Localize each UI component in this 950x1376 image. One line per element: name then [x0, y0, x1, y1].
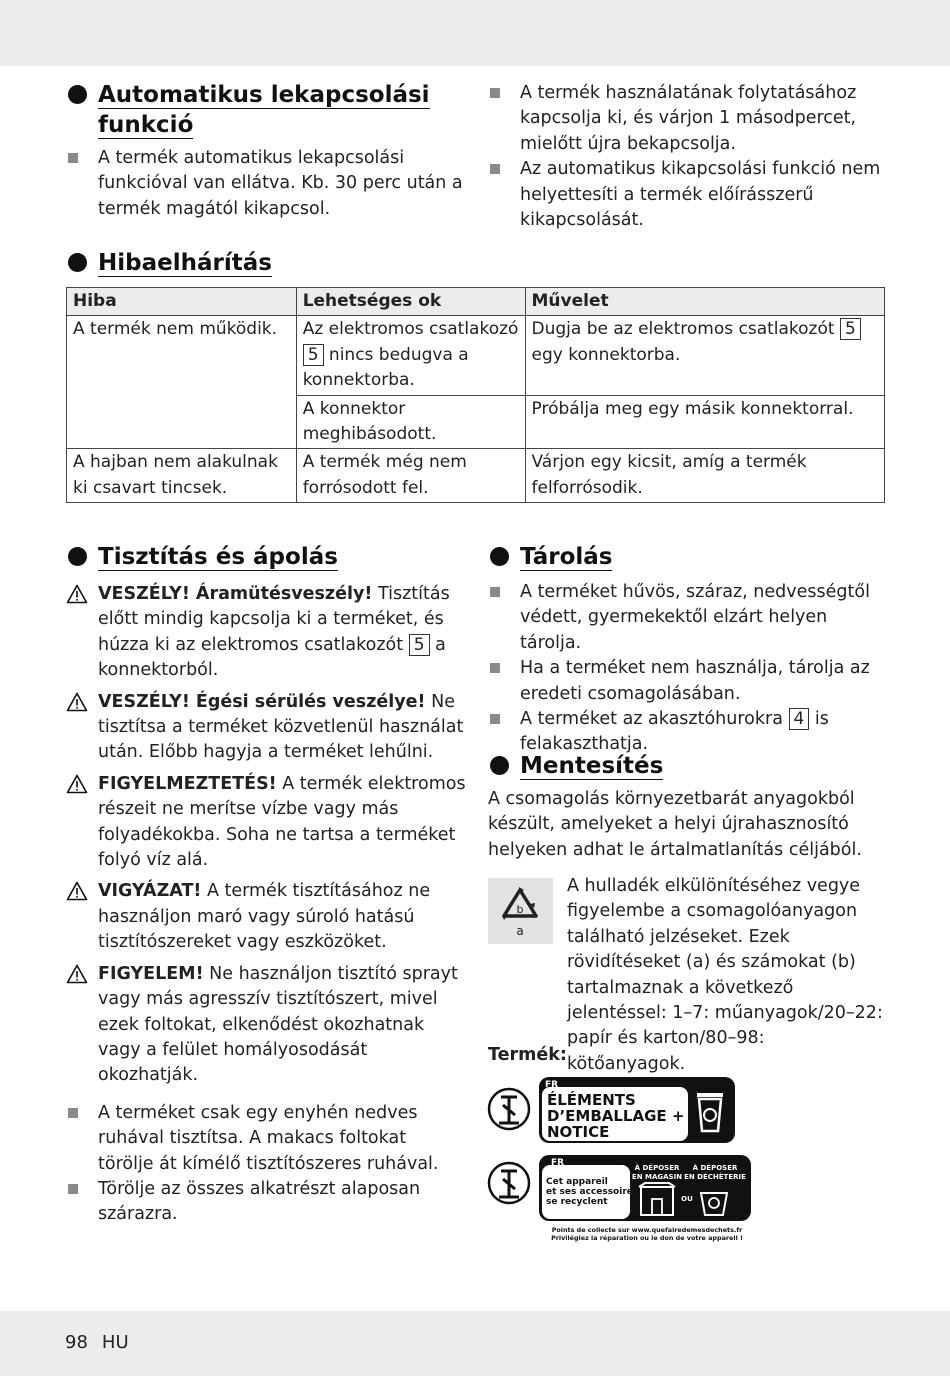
table-cell: [525, 395, 885, 449]
warning-triangle-icon: [66, 881, 88, 901]
square-bullet-icon: [490, 88, 500, 98]
logo-text: OU: [681, 1195, 693, 1203]
warning-block: [66, 582, 466, 684]
bullet-dot-icon: [68, 547, 87, 566]
warning-text: A termék tisztításához ne használjon maró vagy súroló hatású tisztítószereket vagy eszközöket.: [98, 881, 431, 953]
cell-text: A termék még nem forrósodott fel.: [302, 452, 467, 498]
heading-line: Automatikus lekapcsolási: [98, 82, 430, 108]
table-cell: [296, 395, 525, 449]
logo-text: EN MAGASIN: [631, 1173, 683, 1181]
logo-text: EN DÉCHÈTERIE: [684, 1173, 746, 1181]
table-cell: [525, 449, 885, 503]
recycling-symbol-box: [488, 878, 553, 944]
triman-packaging-logo: [487, 1075, 739, 1147]
warning-label: VESZÉLY! Áramütésveszély!: [98, 584, 373, 604]
table-cell: [296, 449, 525, 503]
warning-label: VESZÉLY! Égési sérülés veszélye!: [98, 691, 426, 712]
disposal-heading: [488, 751, 888, 781]
logo-fr-label: FR: [545, 1080, 559, 1090]
warning-block: [66, 690, 466, 766]
list-item-text: Az automatikus kikapcsolási funkció nem helyettesíti a termék előírásszerű kikapcsolását.: [520, 159, 881, 231]
cell-text: A konnektor meghibásodott.: [302, 398, 437, 445]
list-item: [488, 580, 888, 656]
square-bullet-icon: [490, 714, 500, 724]
warning-triangle-icon: [66, 774, 88, 794]
logo-text: D’EMBALLAGE +: [547, 1107, 685, 1125]
cleaning-heading: [66, 542, 466, 572]
table-cell: [296, 316, 525, 395]
storage-section: [488, 542, 888, 758]
recycle-b-label: b: [516, 903, 524, 916]
heading-text: Hibaelhárítás: [98, 250, 272, 276]
table-cell: [525, 316, 885, 395]
logo-text: À DÉPOSER: [634, 1164, 680, 1172]
part-reference-box: 5: [303, 344, 324, 366]
column-header: Lehetséges ok: [296, 288, 525, 316]
part-reference-box: 4: [789, 708, 810, 730]
square-bullet-icon: [490, 663, 500, 673]
triman-person-icon: [499, 1097, 519, 1123]
square-bullet-icon: [490, 164, 500, 174]
bullet-dot-icon: [490, 547, 509, 566]
warning-text: Tisztítás előtt mindig kapcsolja ki a terméket, és húzza ki az elektromos csatlakozót: [98, 584, 450, 655]
list-item: [66, 146, 466, 222]
square-bullet-icon: [68, 1184, 78, 1194]
bullet-dot-icon: [490, 756, 509, 775]
part-reference-box: 5: [409, 634, 430, 656]
table-row: [67, 449, 885, 503]
product-label: Termék:: [488, 1045, 567, 1065]
cleaning-section: [66, 542, 466, 1228]
disposal-section: [488, 751, 888, 863]
auto-off-heading: [66, 80, 466, 140]
warning-block: [66, 962, 466, 1089]
auto-off-section-cont: [488, 81, 888, 233]
heading-text: Tisztítás és ápolás: [98, 544, 338, 570]
heading-text: Tárolás: [520, 544, 613, 570]
square-bullet-icon: [68, 1108, 78, 1118]
table-cell: [67, 316, 297, 449]
logo-text: se recyclent: [546, 1197, 608, 1207]
page-footer: [65, 1332, 143, 1353]
page-number: 98: [65, 1332, 88, 1353]
recycling-triangle-icon: [488, 878, 553, 944]
top-band: [0, 0, 950, 66]
cell-text: Dugja be az elektromos csatlakozót: [531, 319, 835, 340]
logo-fr-label: FR: [551, 1158, 565, 1168]
heading-line: funkció: [98, 112, 194, 138]
cell-text: egy konnektorba.: [531, 344, 681, 365]
troubleshooting-heading: [66, 248, 466, 278]
square-bullet-icon: [68, 153, 78, 163]
list-item: [488, 81, 888, 157]
troubleshooting-table: [66, 287, 885, 503]
bullet-dot-icon: [68, 253, 87, 272]
table-header-row: [67, 288, 885, 316]
cell-text: A termék nem működik.: [73, 319, 278, 340]
cell-text: nincs bedugva a konnektorba.: [302, 344, 469, 391]
part-reference-box: 5: [840, 318, 861, 340]
list-item-text: A terméket hűvös, száraz, nedvességtől védett, gyermekektől elzárt helyen tárolja.: [520, 582, 870, 653]
table-row: [67, 316, 885, 395]
logo-text: Cet appareil: [546, 1177, 608, 1187]
logo-text: NOTICE: [547, 1123, 610, 1141]
list-item-text: Ha a terméket nem használja, tárolja az eredeti csomagolásában.: [520, 658, 870, 704]
warning-text: a konnektorból.: [98, 634, 446, 681]
list-item-text: A terméket csak egy enyhén nedves ruhával tisztítsa. A makacs foltokat törölje át kímélő tisztítószeres ruhával.: [98, 1102, 439, 1174]
list-item: [66, 1177, 466, 1228]
cell-text: Az elektromos csatlakozó: [302, 319, 519, 340]
list-item: [488, 656, 888, 707]
warning-text: Ne használjon tisztító sprayt vagy más agresszív tisztítószert, mivel ezek foltokat, elkenődést okozhatnak vagy a felület homályosodását okozhatják.: [98, 963, 458, 1086]
warning-label: VIGYÁZAT!: [98, 881, 202, 902]
cell-text: A hajban nem alakulnak ki csavart tincsek.: [73, 452, 278, 498]
warning-text: A termék elektromos részeit ne merítse vízbe vagy más folyadékokba. Soha ne tartsa a terméket folyó víz alá.: [98, 773, 466, 871]
logo-footer-text: Privilégiez la réparation ou le don de votre appareil !: [551, 1234, 743, 1242]
warning-text: Ne tisztítsa a terméket közvetlenül használat után. Előbb hagyja a terméket lehűlni.: [98, 691, 464, 763]
triman-appliance-logo: [487, 1153, 755, 1245]
warning-label: FIGYELEM!: [98, 963, 204, 984]
disposal-intro: A csomagolás környezetbarát anyagokból készült, amelyeket a helyi újrahasznosító helyeken adhat le ártalmatlanítás céljából.: [488, 789, 862, 860]
recycle-a-label: a: [516, 924, 524, 938]
column-header: Művelet: [525, 288, 885, 316]
recycle-description: A hulladék elkülönítéséhez vegye figyelembe a csomagolóanyagon található jelzéseket. Ezek rövidítéseket (a) és számokat (b) tartalmaznak a következő jelentéssel: 1–7: műanyagok/20–22: papír és karton/80–98: kötőanyagok.: [567, 876, 883, 1074]
square-bullet-icon: [490, 587, 500, 597]
troubleshooting-section: [66, 248, 466, 278]
list-item-text: Törölje az összes alkatrészt alaposan szárazra.: [98, 1178, 421, 1225]
warning-block: [66, 772, 466, 874]
logo-text: et ses accessoires: [546, 1187, 639, 1197]
warning-label: FIGYELMEZTETÉS!: [98, 773, 277, 794]
column-header: Hiba: [67, 288, 297, 316]
triman-person-icon: [499, 1171, 519, 1197]
logo-text: À DÉPOSER: [692, 1164, 738, 1172]
list-item-text: is felakaszthatja.: [520, 709, 829, 755]
language-code: HU: [101, 1332, 129, 1353]
list-item: [66, 1101, 466, 1177]
list-item-text: A termék automatikus lekapcsolási funkcióval van ellátva. Kb. 30 perc után a termék magától kikapcsol.: [98, 148, 463, 219]
list-item-text: A terméket az akasztóhurokra: [520, 709, 783, 730]
storage-heading: [488, 542, 888, 572]
auto-off-section: [66, 80, 466, 222]
cell-text: Várjon egy kicsit, amíg a termék felforrósodik.: [531, 452, 807, 498]
list-item-text: A termék használatának folytatásához kapcsolja ki, és várjon 1 másodpercet, mielőtt újra bekapcsolja.: [520, 83, 857, 154]
warning-triangle-icon: [66, 584, 88, 604]
logo-text: ÉLÉMENTS: [547, 1091, 636, 1109]
warning-triangle-icon: [66, 692, 88, 712]
list-item: [488, 157, 888, 233]
warning-block: [66, 879, 466, 955]
bullet-dot-icon: [68, 85, 87, 104]
warning-triangle-icon: [66, 964, 88, 984]
table-cell: [67, 449, 297, 503]
heading-text: Mentesítés: [520, 753, 664, 779]
cell-text: Próbálja meg egy másik konnektorral.: [531, 398, 854, 419]
logo-footer-text: Points de collecte sur www.quefairedemesdechets.fr: [551, 1226, 743, 1234]
